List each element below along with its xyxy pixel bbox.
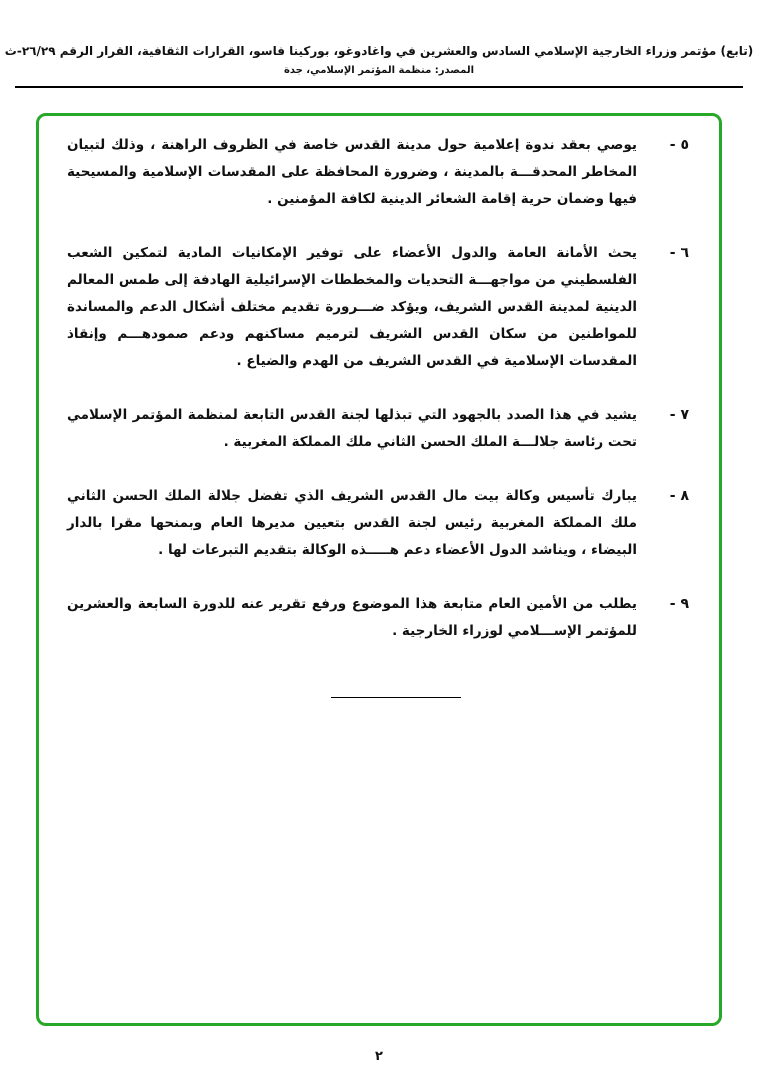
item-number: ٦ - — [669, 245, 689, 261]
list-item — [67, 591, 689, 645]
list-item — [67, 132, 689, 213]
item-number: ٥ - — [669, 137, 689, 153]
item-text: يبارك تأسيس وكالة بيت مال القدس الشريف الذي تفضل جلالة الملك الحسن الثاني ملك المملكة المغربية رئيس لجنة القدس بتعيين مديرها العام وبمنحها مقرا بالدار البيضاء ، ويناشد الدول الأعضاء دعم هـــــذه الوكالة بتقديم التبرعات لها . — [67, 488, 637, 558]
item-number: ٧ - — [669, 407, 689, 423]
item-number: ٨ - — [669, 488, 689, 504]
header-title: (تابع) مؤتمر وزراء الخارجية الإسلامي السادس والعشرين في واغادوغو، بوركينا فاسو، القرارات الثقافية، القرار الرقم ٢٦/٢٩-ث — [4, 44, 754, 58]
item-text: يطلب من الأمين العام متابعة هذا الموضوع ورفع تقرير عنه للدورة السابعة والعشرين للمؤتمر الإســـلامي لوزراء الخارجية . — [67, 596, 637, 639]
items-list — [67, 132, 689, 645]
document-header — [0, 0, 758, 76]
item-text: يشيد في هذا الصدد بالجهود التي تبذلها لجنة القدس التابعة لمنظمة المؤتمر الإسلامي تحت رئاسة جلالـــة الملك الحسن الثاني ملك المملكة المغربية . — [67, 407, 637, 450]
list-item — [67, 402, 689, 456]
list-item — [67, 483, 689, 564]
item-text: يوصي بعقد ندوة إعلامية حول مدينة القدس خاصة في الظروف الراهنة ، وذلك لتبيان المخاطر المحدقـــة بالمدينة ، وضرورة المحافظة على المقدسات الإسلامية والمسيحية فيها وضمان حرية إقامة الشعائر الدينية لكافة المؤمنين . — [67, 137, 637, 207]
section-divider — [331, 697, 461, 698]
item-text: يحث الأمانة العامة والدول الأعضاء على توفير الإمكانيات المادية لتمكين الشعب الفلسطيني من مواجهـــة التحديات والمخططات الإسرائيلية الهادفة إلى طمس المعالم الدينية لمدينة القدس الشريف، ويؤكد ضـــرورة تقديم مختلف أشكال الدعم والمساندة للمواطنين من سكان القدس الشريف لترميم مساكنهم ودعم صمودهـــم وإنقاذ المقدسات الإسلامية في القدس الشريف من الهدم والضياع . — [67, 245, 637, 369]
header-rule — [15, 86, 743, 88]
list-item — [67, 240, 689, 375]
page-number: ٢ — [375, 1049, 383, 1064]
item-number: ٩ - — [669, 596, 689, 612]
header-source: المصدر: منظمة المؤتمر الإسلامي، جدة — [283, 65, 475, 76]
content-box — [36, 113, 722, 1026]
